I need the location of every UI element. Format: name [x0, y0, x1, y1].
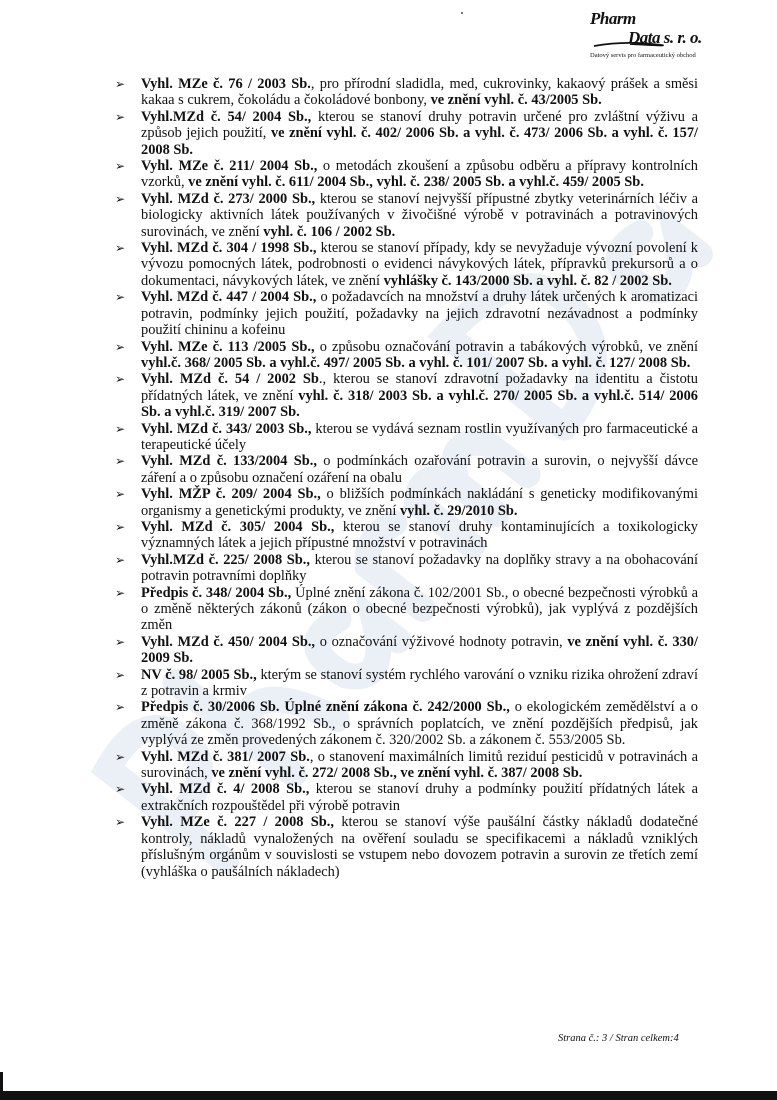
regulation-reference: vyhl. č. 318/ 2003 Sb. a vyhl.č. 270/ 2005 Sb. a vyhl.č. 514/ 2006 Sb. a vyhl.č. 319/ 2007 Sb. [141, 387, 699, 421]
regulation-reference: Vyhl. MZd č. 54 / 2002 Sb [141, 371, 319, 388]
regulation-reference: Vyhl. MZd č. 305/ 2004 Sb., [141, 518, 335, 535]
regulation-reference: Vyhl. MZd č. 381/ 2007 Sb. [141, 748, 310, 765]
regulation-description: kterou se stanoví případy, kdy se nevyžaduje vývozní povolení k vývozu pomocných látek, podrobnosti o evidenci návykových látek, přípravků prekursorů a o dokumentaci, návykových látek, ve znění [141, 240, 698, 289]
list-item [112, 552, 698, 585]
regulation-reference: vyhl. č. 106 / 2002 Sb. [263, 223, 396, 240]
arrow-bullet-icon: ➢ [115, 77, 126, 91]
regulation-description: o metodách zkoušení a způsobu odběru a přípravy kontrolních vzorků, [141, 158, 698, 191]
list-item [112, 371, 698, 420]
arrow-bullet-icon: ➢ [115, 667, 126, 682]
arrow-bullet-icon: ➢ [115, 700, 126, 715]
list-item [112, 814, 698, 880]
list-item [112, 158, 698, 191]
regulation-reference: Vyhl. MZe č. 113 /2005 Sb., [141, 338, 315, 355]
arrow-bullet-icon: ➢ [115, 815, 126, 830]
list-item [112, 421, 698, 454]
list-item [112, 585, 698, 634]
regulation-reference: NV č. 98/ 2005 Sb., [141, 666, 257, 683]
arrow-bullet-icon: ➢ [115, 749, 126, 764]
regulation-description: , o stanovení maximálních limitů reziduí pesticidů v potravinách a surovinách, [141, 748, 698, 782]
regulation-description: kterou se stanoví druhy potravin určené pro zvláštní výživu a způsob jejich použití, [141, 108, 698, 142]
regulation-description: o bližších podmínkách nakládání s geneticky modifikovanými organismy a genetickými produkty, ve znění [141, 486, 698, 519]
arrow-bullet-icon: ➢ [115, 339, 126, 354]
list-item [112, 453, 698, 486]
regulation-reference: Vyhl. MZe č. 227 / 2008 Sb., [141, 814, 334, 831]
list-item [112, 339, 698, 372]
arrow-bullet-icon: ➢ [115, 290, 126, 305]
arrow-bullet-icon: ➢ [115, 454, 126, 469]
regulation-description: o způsobu označování potravin a tabákových výrobků, ve znění [314, 338, 699, 355]
scan-speck [461, 12, 463, 14]
list-item [112, 781, 698, 814]
regulation-reference: ve znění vyhl. č. 272/ 2008 Sb., ve znění vyhl. č. 387/ 2008 Sb. [211, 765, 583, 782]
arrow-bullet-icon: ➢ [115, 782, 126, 797]
arrow-bullet-icon: ➢ [115, 241, 126, 256]
list-item [112, 519, 698, 552]
arrow-bullet-icon: ➢ [115, 585, 126, 600]
regulation-reference: Předpis č. 30/2006 Sb. Úplné znění zákona č. 242/2000 Sb., [141, 699, 510, 716]
arrow-bullet-icon: ➢ [115, 487, 126, 502]
logo-line2: Data s. r. o. [628, 28, 702, 47]
regulation-reference: Vyhl. MZd č. 450/ 2004 Sb., [141, 633, 316, 650]
arrow-bullet-icon: ➢ [115, 109, 126, 124]
regulation-description: o požadavcích na množství a druhy látek určených k aromatizaci potravin, podmínky jejich použití, požadavky na jejich zdravotní nezávadnost a podmínky použití chininu a kofeinu [141, 289, 698, 339]
regulation-description: kterou se stanoví druhy a podmínky použití přídatných látek a extrakčních rozpouštědel při výrobě potravin [141, 781, 699, 814]
arrow-bullet-icon: ➢ [115, 421, 126, 436]
logo-tagline: Datový servis pro farmaceutický obchod [590, 52, 696, 59]
logo-line1: Pharm [590, 9, 636, 28]
regulation-description: kterou se stanoví nejvyšší přípustné zbytky veterinárních léčiv a biologicky aktivních látek používaných v živočišné výrobě v potravinách a potravinových surovinách, ve znění [141, 190, 699, 240]
regulation-reference: Vyhl. MZd č. 447 / 2004 Sb., [141, 289, 317, 306]
regulation-reference: ve znění vyhl. č. 330/ 2009 Sb. [141, 633, 699, 667]
regulation-reference: Vyhl. MŽP č. 209/ 2004 Sb., [141, 486, 321, 503]
regulation-description: o ekologickém zemědělství a o změně zákona č. 368/1992 Sb., o správních poplatcích, ve znění pozdějších předpisů, jak vyplývá ze změn provedených zákonem č. 320/2002 Sb. a zákonem č. 553/2005 Sb. [141, 699, 698, 749]
regulation-reference: Vyhl. MZd č. 304 / 1998 Sb., [141, 240, 317, 257]
list-item [112, 76, 698, 109]
regulation-description: o podmínkách ozařování potravin a surovin, o nejvyšší dávce záření a o způsobu označení ozáření na obalu [141, 453, 698, 486]
regulation-list [112, 76, 698, 880]
list-item [112, 749, 698, 782]
regulation-reference: Vyhl.MZd č. 54/ 2004 Sb., [141, 108, 312, 125]
regulation-reference: Předpis č. 348/ 2004 Sb., [141, 584, 292, 601]
regulation-reference: Vyhl. MZe č. 76 / 2003 Sb. [141, 76, 311, 92]
regulation-description: kterou se stanoví výše paušální částky nákladů dodatečné kontroly, nákladů vynaložených na ověření souladu se specifikacemi a nákladů vzniklých příslušným orgánům v souvislosti se vstupem nebo dovozem potravin a surovin ze třetích zemí (vyhláška o paušálních nákladech) [141, 814, 698, 880]
arrow-bullet-icon: ➢ [115, 159, 126, 174]
regulation-description: ., kterou se stanoví zdravotní požadavky na identitu a čistotu přídatných látek, ve znění [141, 371, 698, 404]
regulation-description: kterým se stanoví systém rychlého varování o vzniku rizika ohrožení zdraví z potravin a krmiv [141, 666, 699, 700]
regulation-reference: Vyhl. MZd č. 4/ 2008 Sb., [141, 781, 310, 798]
regulation-reference: ve znění vyhl. č. 611/ 2004 Sb., vyhl. č. 238/ 2005 Sb. a vyhl.č. 459/ 2005 Sb. [188, 174, 644, 191]
regulation-reference: ve znění vyhl. č. 402/ 2006 Sb. a vyhl. č. 473/ 2006 Sb. a vyhl. č. 157/ 2008 Sb. [141, 125, 699, 158]
list-item [112, 486, 698, 519]
list-item [112, 289, 698, 338]
list-item [112, 634, 698, 667]
regulation-reference: vyhl. č. 29/2010 Sb. [399, 502, 518, 519]
arrow-bullet-icon: ➢ [115, 552, 126, 567]
list-item [112, 667, 698, 700]
regulation-reference: Vyhl. MZe č. 211/ 2004 Sb., [141, 158, 318, 175]
list-item [112, 109, 698, 158]
regulation-description: kterou se stanoví požadavky na doplňky stravy a na obohacování potravin potravními doplňky [141, 551, 698, 585]
regulation-description: kterou se vydává seznam rostlin využívaných pro farmaceutické a terapeutické účely [141, 420, 698, 453]
scan-bottom-border [0, 1091, 777, 1100]
regulation-reference: vyhlášky č. 143/2000 Sb. a vyhl. č. 82 / 2002 Sb. [383, 272, 672, 289]
regulation-reference: Vyhl. MZd č. 343/ 2003 Sb., [141, 420, 312, 437]
page-number: Strana č.: 3 / Stran celkem:4 [558, 1033, 679, 1044]
list-item [112, 191, 698, 240]
list-item [112, 240, 698, 289]
arrow-bullet-icon: ➢ [115, 191, 126, 206]
company-logo [588, 10, 728, 66]
regulation-reference: Vyhl. MZd č. 133/2004 Sb., [141, 453, 317, 470]
regulation-reference: Vyhl.MZd č. 225/ 2008 Sb., [141, 551, 310, 568]
list-item [112, 699, 698, 748]
regulation-reference: ve znění vyhl. č. 43/2005 Sb. [430, 92, 602, 109]
regulation-reference: Vyhl. MZd č. 273/ 2000 Sb., [141, 190, 316, 207]
arrow-bullet-icon: ➢ [115, 372, 126, 387]
regulation-reference: vyhl.č. 368/ 2005 Sb. a vyhl.č. 497/ 2005 Sb. a vyhl. č. 101/ 2007 Sb. a vyhl. č. 127/ 2008 Sb. [141, 354, 691, 371]
regulation-description: o označování výživové hodnoty potravin, [315, 633, 568, 650]
regulation-description: kterou se stanoví druhy kontaminujících a toxikologicky významných látek a jejich přípustné množství v potravinách [141, 518, 698, 552]
arrow-bullet-icon: ➢ [115, 519, 126, 534]
regulation-description: , pro přírodní sladidla, med, cukrovinky, kakaový prášek a směsi kakaa s cukrem, čokoládu a čokoládové bonbony, [141, 76, 699, 109]
arrow-bullet-icon: ➢ [115, 634, 126, 649]
regulation-description: Úplné znění zákona č. 102/2001 Sb., o obecné bezpečnosti výrobků a o změně některých zákonů (zákon o obecné bezpečnosti výrobků), jak vyplývá z pozdějších změn [141, 584, 698, 634]
